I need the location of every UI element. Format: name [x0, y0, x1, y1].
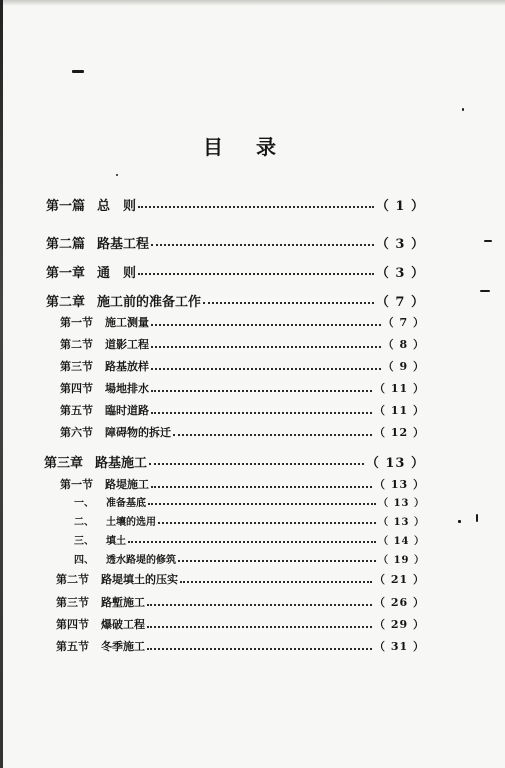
scan-speck	[116, 174, 118, 176]
toc-leader-dots	[151, 367, 381, 370]
toc-leader-dots	[147, 603, 372, 606]
toc-leader-dots	[151, 323, 381, 326]
toc-page-number: （ 7 ）	[382, 316, 425, 329]
toc-page-number: （ 7 ）	[375, 294, 425, 310]
binding-edge	[0, 0, 3, 768]
toc-entry	[46, 232, 425, 252]
toc-number: 二、	[74, 516, 94, 528]
title-char-1: 目	[203, 135, 225, 159]
toc-title: 路堤填土的压实	[101, 573, 178, 586]
toc-leader-dots	[178, 559, 376, 562]
toc-leader-dots	[138, 205, 374, 208]
toc-title: 路基工程	[97, 236, 150, 252]
toc-number: 第五节	[60, 404, 93, 417]
toc-leader-dots	[147, 625, 372, 628]
toc-number: 一、	[74, 497, 94, 509]
toc-title: 透水路堤的修筑	[106, 554, 176, 566]
toc-leader-dots	[151, 243, 374, 246]
toc-title: 冬季施工	[101, 640, 145, 653]
toc-page-number: （ 3 ）	[375, 265, 425, 281]
toc-leader-dots	[148, 502, 376, 505]
toc-title: 路塹施工	[101, 596, 145, 609]
toc-entry	[46, 290, 425, 310]
toc-entry	[56, 614, 425, 634]
toc-title: 土壤的选用	[106, 516, 156, 528]
toc-title: 施工前的准备工作	[97, 294, 202, 310]
page-top-edge	[0, 0, 505, 6]
toc-number: 第二节	[60, 338, 93, 351]
toc-page-number: （ 13 ）	[374, 478, 425, 491]
toc-number: 第五节	[56, 640, 89, 653]
toc-title: 准备基底	[106, 497, 146, 509]
toc-page-number: （ 11 ）	[374, 382, 425, 395]
toc-page-number: （ 12 ）	[374, 426, 425, 439]
toc-number: 第四节	[60, 382, 93, 395]
scan-speck	[484, 240, 492, 242]
toc-entry	[56, 636, 425, 656]
scan-speck	[476, 514, 478, 522]
toc-title: 路基施工	[95, 455, 148, 471]
toc-title: 总 则	[97, 198, 137, 214]
toc-leader-dots	[151, 411, 372, 414]
toc-leader-dots	[158, 521, 376, 524]
toc-leader-dots	[128, 540, 376, 543]
toc-entry	[60, 422, 425, 442]
scan-speck	[72, 70, 84, 73]
toc-entry	[60, 356, 425, 376]
toc-title: 路堤施工	[105, 478, 149, 491]
toc-leader-dots	[151, 389, 372, 392]
toc-entry	[74, 548, 425, 568]
toc-entry	[60, 400, 425, 420]
toc-entry	[74, 510, 425, 530]
toc-title: 通 则	[97, 265, 137, 281]
toc-title: 路基放样	[105, 360, 149, 373]
toc-title: 填土	[106, 535, 126, 547]
toc-title: 道影工程	[105, 338, 149, 351]
toc-entry	[60, 378, 425, 398]
toc-number: 三、	[74, 535, 94, 547]
toc-entry	[46, 194, 425, 214]
toc-leader-dots	[138, 272, 374, 275]
toc-entry	[56, 569, 425, 589]
toc-entry	[74, 529, 425, 549]
toc-number: 第六节	[60, 426, 93, 439]
scan-speck	[458, 520, 461, 523]
toc-number: 第一章	[46, 265, 86, 281]
toc-page-number: （ 8 ）	[382, 338, 425, 351]
toc-entry	[56, 592, 425, 612]
toc-number: 第三节	[56, 596, 89, 609]
toc-page-number: （ 1 ）	[375, 198, 425, 214]
toc-leader-dots	[149, 462, 364, 465]
toc-page-number: （ 31 ）	[374, 640, 425, 653]
toc-number: 第二篇	[46, 236, 86, 252]
toc-page-number: （ 14 ）	[378, 535, 425, 547]
toc-leader-dots	[147, 647, 372, 650]
scan-speck	[462, 108, 464, 111]
toc-number: 第四节	[56, 618, 89, 631]
toc-leader-dots	[203, 301, 374, 304]
toc-page-number: （ 26 ）	[374, 596, 425, 609]
toc-entry	[44, 451, 425, 471]
scan-speck	[480, 290, 490, 292]
toc-title: 爆破工程	[101, 618, 145, 631]
toc-number: 第一篇	[46, 198, 86, 214]
toc-leader-dots	[151, 485, 372, 488]
toc-page-number: （ 9 ）	[382, 360, 425, 373]
toc-entry	[46, 261, 425, 281]
toc-entry	[74, 491, 425, 511]
toc-number: 第一节	[60, 478, 93, 491]
toc-leader-dots	[151, 345, 381, 348]
toc-page-number: （ 13 ）	[365, 455, 425, 471]
toc-page-number: （ 29 ）	[374, 618, 425, 631]
toc-number: 第三章	[44, 455, 84, 471]
toc-leader-dots	[180, 580, 372, 583]
toc-title: 施工测量	[105, 316, 149, 329]
toc-entry	[60, 312, 425, 332]
toc-page-number: （ 11 ）	[374, 404, 425, 417]
toc-title: 障碍物的拆迁	[105, 426, 171, 439]
toc-title: 臨时道路	[105, 404, 149, 417]
toc-number: 第二节	[56, 573, 89, 586]
toc-leader-dots	[173, 433, 372, 436]
toc-title: 場地排水	[105, 382, 149, 395]
title-char-2: 录	[256, 135, 278, 159]
toc-page-number: （ 3 ）	[375, 236, 425, 252]
toc-number: 第三节	[60, 360, 93, 373]
toc-number: 第二章	[46, 294, 86, 310]
toc-page-number: （ 13 ）	[378, 497, 425, 509]
toc-page-number: （ 19 ）	[378, 554, 425, 566]
page-title	[0, 131, 505, 157]
toc-number: 第一节	[60, 316, 93, 329]
toc-page-number: （ 13 ）	[378, 516, 425, 528]
toc-number: 四、	[74, 554, 94, 566]
toc-page-number: （ 21 ）	[374, 573, 425, 586]
toc-entry	[60, 334, 425, 354]
